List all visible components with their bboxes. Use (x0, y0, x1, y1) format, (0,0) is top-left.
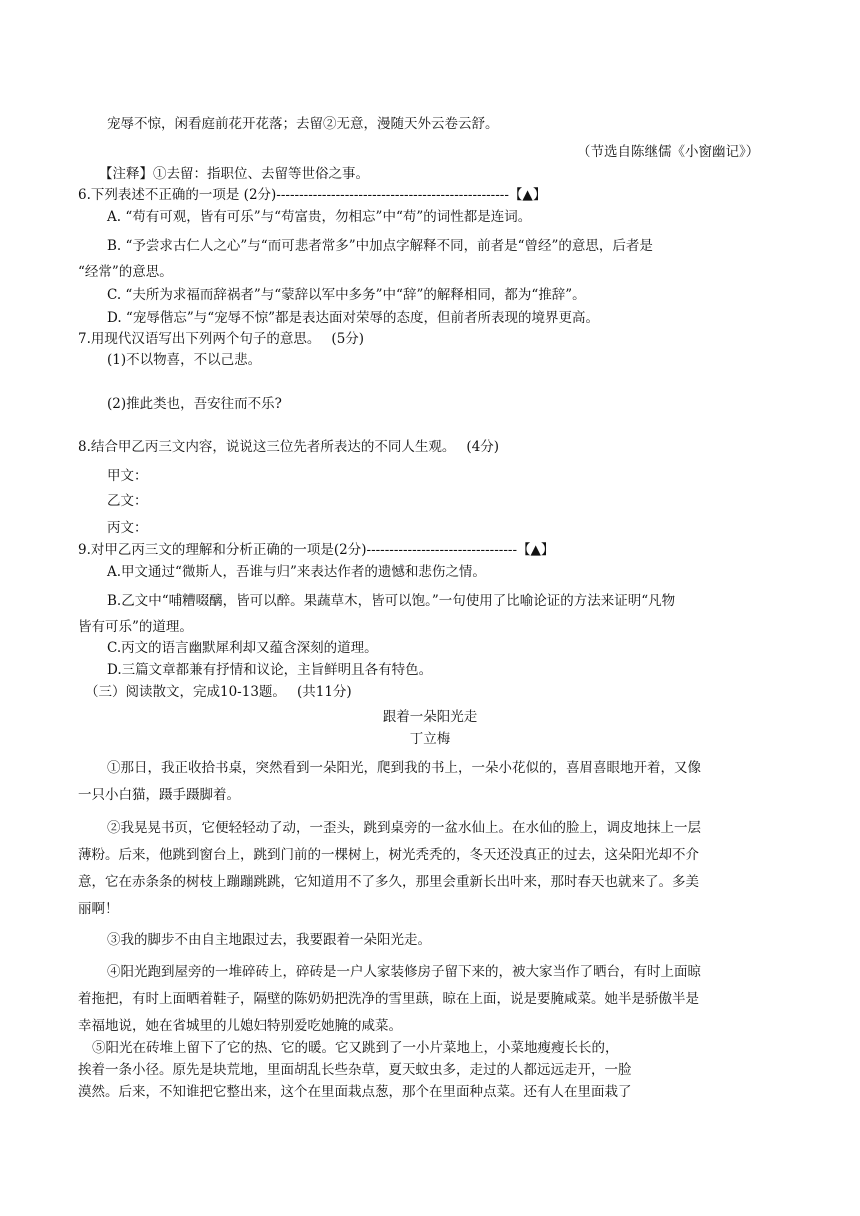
essay-title: 跟着一朵阳光走 (382, 709, 478, 725)
question-6-option-a: A. “苟有可观，皆有可乐”与“苟富贵，勿相忘”中“苟”的词性都是连词。 (107, 209, 532, 225)
essay-paragraph-4: ④阳光跑到屋旁的一堆碎砖上，碎砖是一户人家装修房子留下来的，被大家当作了晒台，有时上面晾 (107, 964, 701, 980)
essay-paragraph-1-cont: 一只小白猫，蹑手蹑脚着。 (78, 787, 240, 803)
essay-paragraph-2-cont: 薄粉。后来，他跳到窗台上，跳到门前的一棵树上，树光秃秃的，冬天还没真正的过去，这朵阳光却不介 (78, 847, 699, 863)
question-6-option-c: C. “夫所为求福而辞祸者”与“蒙辞以军中多务”中“辞”的解释相同，都为“推辞”。 (107, 287, 586, 303)
essay-paragraph-2: ②我晃晃书页，它便轻轻动了动，一歪头，跳到桌旁的一盆水仙上。在水仙的脸上，调皮地抹上一层 (107, 820, 701, 836)
question-8-stem: 8.结合甲乙丙三文内容，说说这三位先者所表达的不同人生观。 (4分) (78, 439, 500, 455)
question-6-option-b-cont: “经常”的意思。 (78, 264, 173, 280)
essay-paragraph-3: ③我的脚步不由自主地跟过去，我要跟着一朵阳光走。 (107, 932, 431, 948)
question-9-option-c: C.丙文的语言幽默犀利却又蕴含深刻的道理。 (107, 640, 378, 656)
essay-paragraph-5-cont: 挨着一条小径。原先是块荒地，里面胡乱长些杂草，夏天蚊虫多，走过的人都远远走开，一脸 (78, 1062, 632, 1078)
question-8-bing: 丙文： (107, 520, 148, 536)
question-7-stem: 7.用现代汉语写出下列两个句子的意思。 (5分) (78, 331, 365, 347)
question-6-option-d: D. “宠辱偕忘”与“宠辱不惊”都是表达面对荣辱的态度，但前者所表现的境界更高。 (107, 310, 600, 326)
question-9-option-b: B.乙文中“哺糟啜醨，皆可以醉。果蔬草木，皆可以饱。”一句使用了比喻论证的方法来证明“凡物 (107, 593, 676, 609)
essay-paragraph-1: ①那日，我正收拾书桌，突然看到一朵阳光，爬到我的书上，一朵小花似的，喜眉喜眼地开着，又像 (107, 760, 701, 776)
essay-paragraph-5: ⑤阳光在砖堆上留下了它的热、它的暖。它又跳到了一小片菜地上，小菜地瘦瘦长长的， (92, 1040, 619, 1056)
question-6-option-b: B. “予尝求古仁人之心”与“而可悲者常多”中加点字解释不同，前者是“曾经”的意思，后者是 (107, 238, 653, 254)
question-6-stem: 6.下列表述不正确的一项是 (2分)---------------------------------------------------【▲】 (78, 187, 547, 203)
question-9-option-d: D.三篇文章都兼有抒情和议论，主旨鲜明且各有特色。 (107, 662, 433, 678)
essay-paragraph-2-cont: 意，它在赤条条的树枝上蹦蹦跳跳，它知道用不了多久，那里会重新长出叶来，那时春天也就来了。多美 (78, 874, 699, 890)
essay-paragraph-4-cont: 着拖把，有时上面晒着鞋子，隔壁的陈奶奶把洗净的雪里蕻，晾在上面，说是要腌咸菜。她半是骄傲半是 (78, 991, 699, 1007)
question-7-sentence-2: (2)推此类也，吾安往而不乐? (107, 396, 282, 412)
question-8-jia: 甲文： (107, 468, 148, 484)
question-9-option-a: A.甲文通过“微斯人，吾谁与归”来表达作者的遗憾和悲伤之情。 (107, 564, 486, 580)
essay-author: 丁立梅 (409, 731, 451, 747)
essay-paragraph-5-cont: 漠然。后来，不知谁把它整出来，这个在里面栽点葱，那个在里面种点菜。还有人在里面栽了 (78, 1084, 632, 1100)
section-heading: （三）阅读散文，完成10-13题。 (共11分) (85, 684, 352, 700)
essay-paragraph-4-cont: 幸福地说，她在省城里的儿媳妇特别爱吃她腌的咸菜。 (78, 1018, 402, 1034)
question-7-sentence-1: (1)不以物喜，不以己悲。 (107, 352, 262, 368)
essay-paragraph-2-cont: 丽啊！ (78, 901, 119, 917)
question-9-option-b-cont: 皆有可乐”的道理。 (78, 619, 193, 635)
poem-note: 【注释】①去留：指职位、去留等世俗之事。 (99, 166, 369, 182)
poem-line: 宠辱不惊，闲看庭前花开花落；去留②无意，漫随天外云卷云舒。 (107, 116, 499, 132)
question-9-stem: 9.对甲乙丙三文的理解和分析正确的一项是(2分)---------------------------------【▲】 (78, 542, 555, 558)
question-8-yi: 乙文： (107, 493, 148, 509)
poem-source: （节选自陈继儒《小窗幽记》） (577, 144, 760, 160)
